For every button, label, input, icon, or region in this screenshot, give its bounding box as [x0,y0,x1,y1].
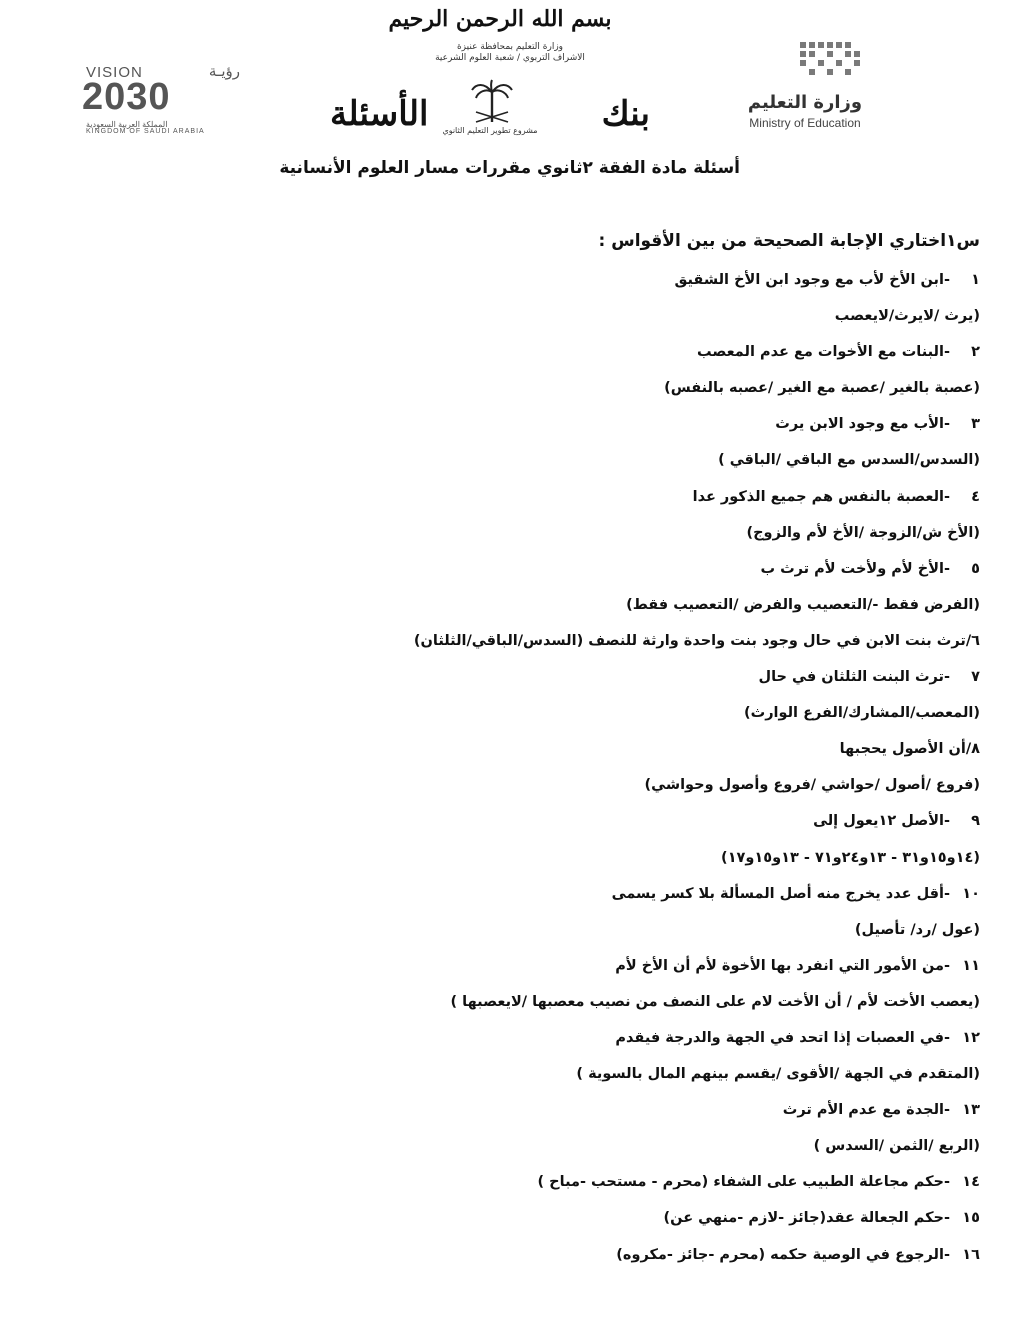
question-item [380,336,980,372]
ministry-of-education-logo [730,40,880,135]
ministry-name-english: Ministry of Education [749,116,861,130]
question-text: -الرجوع في الوصية حكمه (محرم -جائز -مكروه) [616,1246,950,1263]
document-title: أسئلة مادة الفقة ٢ثانوي مقررات مسار العلوم الأنسانية [279,158,740,178]
question-item [380,733,980,769]
question-text: -حكم مجاعلة الطبيب على الشفاء (محرم - مستحب -مباح ) [537,1174,950,1191]
question-number: ٥ [971,560,980,577]
basmala: بسم الله الرحمن الرحيم [388,6,612,32]
question-text: -من الأمور التي انفرد بها الأخوة لأم أن الأخ لأم [615,957,950,974]
question-text: -حكم الجعالة عقد(جائز -لازم -منهي عن) [663,1210,950,1227]
ministry-name-arabic: وزارة التعليم [747,92,863,113]
question-options: (يعصب الأخت لأم / أن الأخت لام على النصف من نصيب معصبها /لايعصبها ) [450,993,980,1010]
question-number: ١١ [962,957,980,974]
question-text: -ترث البنت الثلثان في حال [758,669,950,686]
vision-label: VISION [86,64,143,81]
vision-year: 2030 [82,76,171,118]
question-item [380,661,980,697]
question-text: ٨/أن الأصول يحجبها [839,741,980,758]
question-options: (فروع /أصول /حواشي /فروع وأصول وحواشي) [644,777,980,794]
admin-line-2: الاشراف التربوي / شعبة العلوم الشرعية [435,53,585,63]
kingdom-name-english: KINGDOM OF SAUDI ARABIA [86,128,205,135]
bank-word-right: بنك [601,94,650,134]
question-item [380,1239,980,1275]
question-item [380,408,980,444]
question-text: -الأخ لأم ولأخت لأم ترث ب [760,560,950,577]
question-number: ١٠ [962,885,980,902]
question-options: (الربع /الثمن /السدس ) [813,1138,980,1155]
vision-label-arabic: رؤيـة [208,63,240,80]
question-text: ٦/ترث بنت الابن في حال وجود بنت واحدة وارثة للنصف (السدس/الباقي/الثلثان) [413,632,980,649]
question-number: ١٤ [962,1174,980,1191]
question-item [380,878,980,914]
question-item [380,1094,980,1130]
question-item [380,625,980,661]
question-text: -أقل عدد يخرج منه أصل المسألة بلا كسر يسمى [611,885,950,902]
question-options: (المتقدم في الجهة /الأقوى /يقسم بينهم المال بالسوية ) [576,1066,980,1083]
question-item [380,481,980,517]
question-text: -ابن الأخ لأب مع وجود ابن الأخ الشقيق [674,272,950,288]
question-item [380,553,980,589]
question-number: ١٣ [962,1102,980,1119]
question-number: ١ [971,272,980,288]
question-bank-logo [330,78,650,140]
question-options: (المعصب/المشارك/الفرع الوارث) [744,705,980,722]
question-number: ٤ [971,488,980,505]
instruction-heading: س١اختاري الإجابة الصحيحة من بين الأقواس : [598,231,980,251]
bank-subtitle: مشروع تطوير التعليم الثانوي [442,126,538,135]
question-text: -الجدة مع عدم الأم ترث [782,1102,950,1119]
question-options: (الفرض فقط -/التعصيب والفرض /التعصيب فقط) [626,596,980,613]
question-text: -الأب مع وجود الابن يرث [775,416,950,433]
question-number: ٣ [971,416,980,433]
bank-word-left: الأسئلة [330,94,429,134]
question-options: (١٤و١٥و٣١ - ١٣و٢٤و٧١ - ١٣و١٥و١٧) [721,849,980,866]
question-number: ١٢ [962,1029,980,1046]
question-number: ١٦ [962,1246,980,1263]
question-text: -في العصبات إذا اتحد في الجهة والدرجة فيقدم [615,1029,950,1046]
question-number: ٢ [971,344,980,361]
question-options: (السدس/السدس مع الباقي /الباقي ) [718,452,980,469]
question-options: (يرث /لايرث/لايعصب [834,308,980,325]
question-options: (الأخ ش/الزوجة /الأخ لأم والزوج) [746,524,980,541]
question-item [380,1166,980,1202]
question-item [380,1202,980,1238]
question-item [380,264,980,300]
question-number: ٩ [971,813,980,830]
vision-2030-logo [82,60,242,138]
palm-swords-icon [470,78,514,124]
question-item [380,805,980,841]
questions-section [380,226,980,1275]
question-text: -العصبة بالنفس هم جميع الذكور عدا [692,488,950,505]
question-text: -البنات مع الأخوات مع عدم المعصب [696,344,950,361]
kingdom-name-arabic: المملكة العربية السعودية [86,120,168,129]
ministry-dots-icon [800,40,940,76]
administration-lines [395,42,625,64]
admin-line-1: وزارة التعليم بمحافظة عنيزة [456,42,564,52]
question-text: -الأصل ١٢يعول إلى [813,813,950,830]
question-options: (عول /رد/ تأصيل) [854,921,980,938]
question-options: (عصبة بالغير /عصبة مع الغير /عصبه بالنفس) [664,380,980,397]
question-number: ١٥ [962,1210,980,1227]
question-item [380,1022,980,1058]
question-number: ٧ [971,669,980,686]
question-item [380,950,980,986]
